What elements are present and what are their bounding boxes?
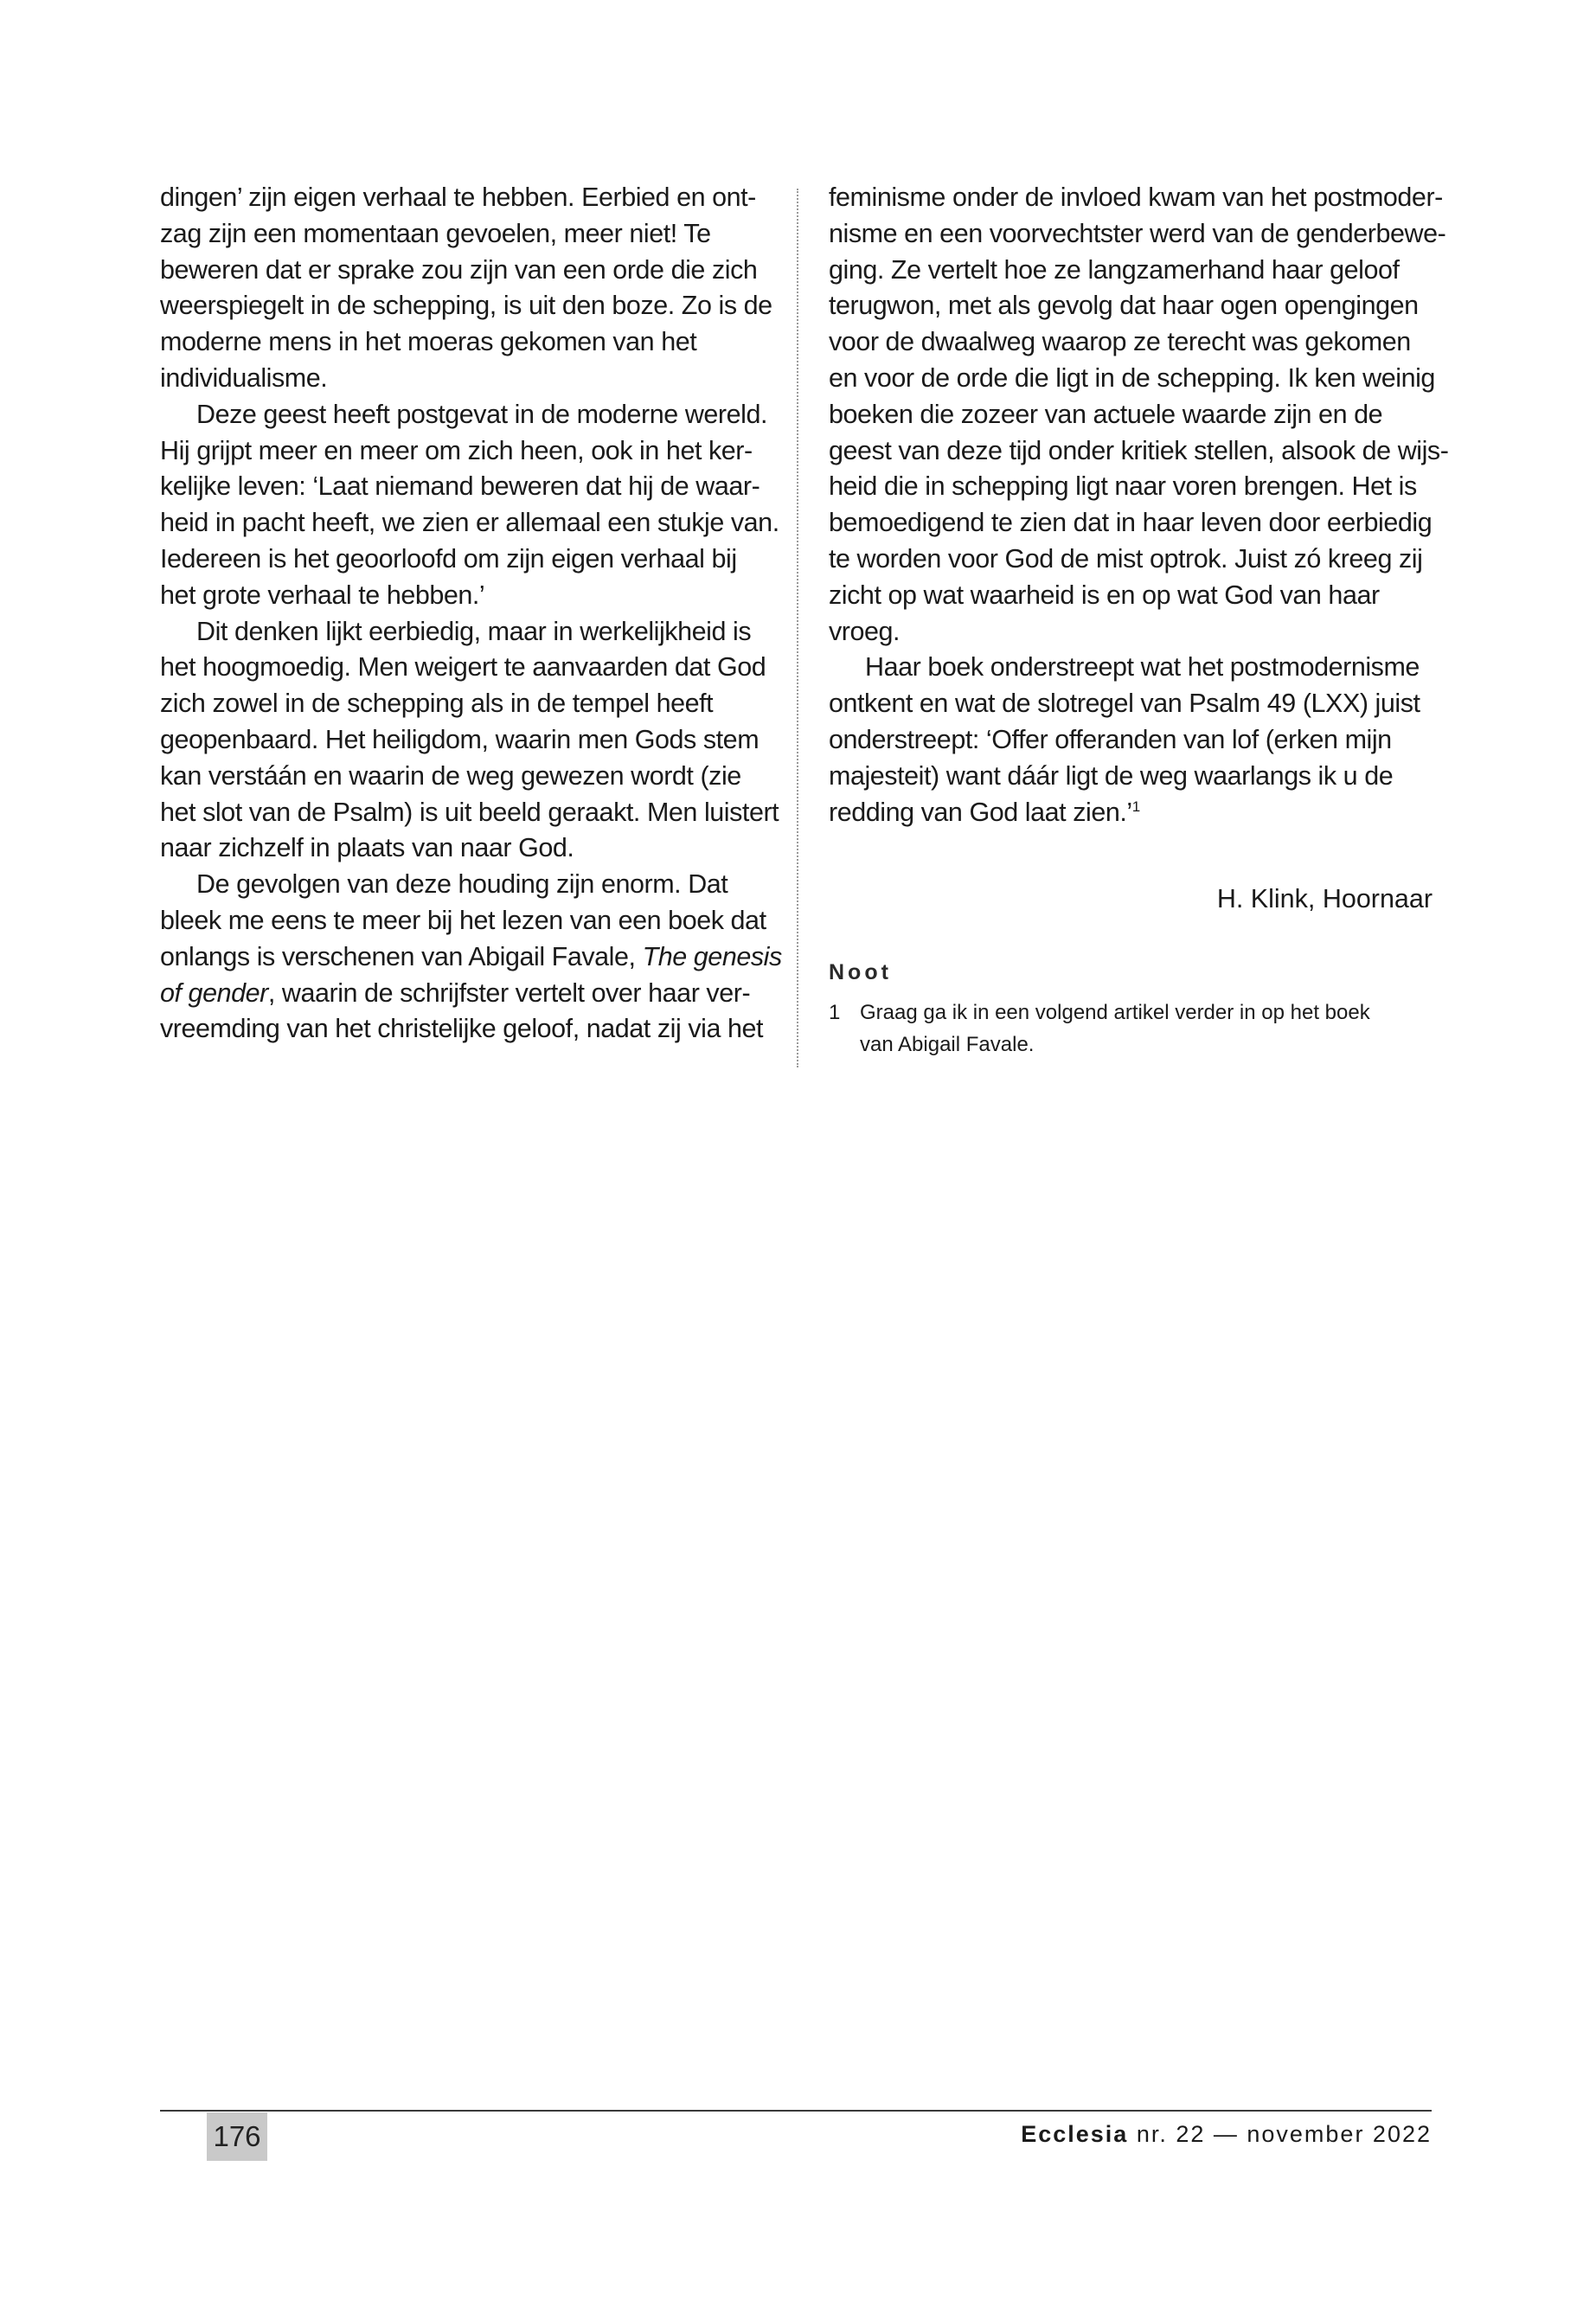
text-line <box>829 397 1434 433</box>
text-line <box>160 830 766 867</box>
text-line <box>829 361 1434 397</box>
text-line <box>829 253 1434 289</box>
line-text: dingen’ zijn eigen verhaal te hebben. Eerbied en ont- <box>160 183 756 212</box>
text-line <box>160 433 766 470</box>
text-line <box>829 542 1434 578</box>
line-text: onlangs is verschenen van Abigail Favale, <box>160 941 643 971</box>
line-text: beweren dat er sprake zou zijn van een orde die zich <box>160 254 758 285</box>
line-text: kelijke leven: ‘Laat niemand beweren dat hij de waar- <box>160 471 760 502</box>
text-line <box>160 795 779 831</box>
issue-info: nr. 22 — november 2022 <box>1128 2121 1432 2147</box>
text-line <box>160 650 766 686</box>
line-text: moderne mens in het moeras gekomen van het <box>160 327 697 357</box>
line-text: zag zijn een momentaan gevoelen, meer niet! Te <box>160 218 711 248</box>
note-text-line: Graag ga ik in een volgend artikel verder in op het boek <box>860 1001 1370 1024</box>
text-line <box>160 686 766 722</box>
line-text: onderstreept: ‘Offer offeranden van lof (erken mijn <box>829 724 1392 754</box>
line-text: kan verstáán en waarin de weg gewezen wordt (zie <box>160 760 741 791</box>
line-text: nisme en een voorvechtster werd van de genderbewe- <box>829 218 1446 248</box>
line-text: het hoogmoedig. Men weigert te aanvaarden dat God <box>160 652 766 683</box>
line-text: ging. Ze vertelt hoe ze langzamerhand haar geloof <box>829 254 1400 285</box>
text-line <box>829 324 1434 361</box>
text-line <box>160 361 766 397</box>
text-line <box>829 469 1434 505</box>
text-line <box>160 288 772 324</box>
line-text: bleek me eens te meer bij het lezen van een boek dat <box>160 905 766 935</box>
line-text: het slot van de Psalm) is uit beeld geraakt. Men luistert <box>160 797 779 827</box>
line-text: en voor de orde die ligt in de schepping. Ik ken weinig <box>829 362 1435 393</box>
text-line <box>160 542 766 578</box>
line-text: Deze geest heeft postgevat in de moderne wereld. <box>196 399 767 429</box>
notes-section <box>829 957 1452 1061</box>
right-text-column <box>829 180 1449 830</box>
text-line <box>160 397 766 433</box>
line-text: bemoedigend te zien dat in haar leven door eerbiedig <box>829 508 1433 538</box>
text-line <box>829 614 1434 651</box>
text-line <box>160 614 766 651</box>
text-line <box>829 505 1434 542</box>
book-title: The genesis <box>642 941 782 971</box>
text-line <box>829 433 1449 470</box>
footnote-marker: 1 <box>1131 798 1140 815</box>
text-line <box>160 578 766 614</box>
note-number: 1 <box>829 1001 841 1024</box>
text-line <box>829 216 1446 253</box>
line-text: redding van God laat zien.’ <box>829 797 1132 827</box>
footer-rule <box>160 2110 1432 2112</box>
line-text: Haar boek onderstreept wat het postmodernisme <box>865 652 1420 683</box>
line-text: geopenbaard. Het heiligdom, waarin men Gods stem <box>160 724 760 754</box>
text-line <box>160 939 782 976</box>
journal-name: Ecclesia <box>1021 2121 1129 2147</box>
left-text-column <box>160 180 782 1048</box>
line-text: Hij grijpt meer en meer om zich heen, ook in het ker- <box>160 435 753 465</box>
text-line <box>160 180 766 216</box>
text-line <box>160 722 766 759</box>
text-line <box>829 650 1434 686</box>
line-text: , waarin de schrijfster vertelt over haar ver- <box>267 977 751 1008</box>
line-text: geest van deze tijd onder kritiek stellen, alsook de wijs- <box>829 435 1449 465</box>
author-signature: H. Klink, Hoornaar <box>1216 884 1433 913</box>
text-line <box>160 469 766 505</box>
line-text: zicht op wat waarheid is en op wat God van haar <box>829 580 1380 610</box>
line-text: naar zichzelf in plaats van naar God. <box>160 833 574 863</box>
line-text: ontkent en wat de slotregel van Psalm 49 (LXX) juist <box>829 689 1420 719</box>
text-line <box>829 759 1434 795</box>
text-line <box>829 288 1434 324</box>
column-divider <box>797 189 798 1067</box>
text-line <box>160 505 779 542</box>
text-line <box>160 324 766 361</box>
book-title: of gender <box>160 977 268 1008</box>
line-text: zich zowel in de schepping als in de tempel heeft <box>160 689 714 719</box>
publication-info <box>1021 2121 1432 2148</box>
text-line <box>829 795 1434 831</box>
line-text: vroeg. <box>829 616 901 646</box>
note-text-line: van Abigail Favale. <box>860 1033 1035 1056</box>
text-line <box>160 976 766 1012</box>
text-line <box>160 1011 766 1048</box>
text-line <box>160 867 766 903</box>
line-text: boeken die zozeer van actuele waarde zijn en de <box>829 399 1383 429</box>
note-item <box>829 997 1452 1061</box>
text-line <box>829 686 1434 722</box>
notes-heading: Noot <box>829 960 892 984</box>
line-text: heid die in schepping ligt naar voren brengen. Het is <box>829 471 1417 502</box>
line-text: individualisme. <box>160 362 328 393</box>
line-text: De gevolgen van deze houding zijn enorm. Dat <box>196 869 728 900</box>
text-line <box>160 216 766 253</box>
text-line <box>160 759 766 795</box>
line-text: majesteit) want dáár ligt de weg waarlangs ik u de <box>829 760 1394 791</box>
note-text <box>860 997 1452 1061</box>
page-number: 176 <box>207 2112 267 2161</box>
line-text: feminisme onder de invloed kwam van het postmoder- <box>829 183 1443 212</box>
line-text: weerspiegelt in de schepping, is uit den boze. Zo is de <box>160 291 772 321</box>
line-text: het grote verhaal te hebben.’ <box>160 580 485 610</box>
text-line <box>160 903 766 939</box>
line-text: voor de dwaalweg waarop ze terecht was gekomen <box>829 327 1411 357</box>
line-text: Iedereen is het geoorloofd om zijn eigen verhaal bij <box>160 543 737 574</box>
line-text: heid in pacht heeft, we zien er allemaal een stukje van. <box>160 508 779 538</box>
line-text: Dit denken lijkt eerbiedig, maar in werkelijkheid is <box>196 616 752 646</box>
line-text: vreemding van het christelijke geloof, nadat zij via het <box>160 1014 764 1044</box>
text-line <box>829 578 1434 614</box>
text-line <box>829 180 1443 216</box>
text-line <box>829 722 1434 759</box>
line-text: te worden voor God de mist optrok. Juist zó kreeg zij <box>829 543 1423 574</box>
text-line <box>160 253 766 289</box>
line-text: terugwon, met als gevolg dat haar ogen opengingen <box>829 291 1419 321</box>
